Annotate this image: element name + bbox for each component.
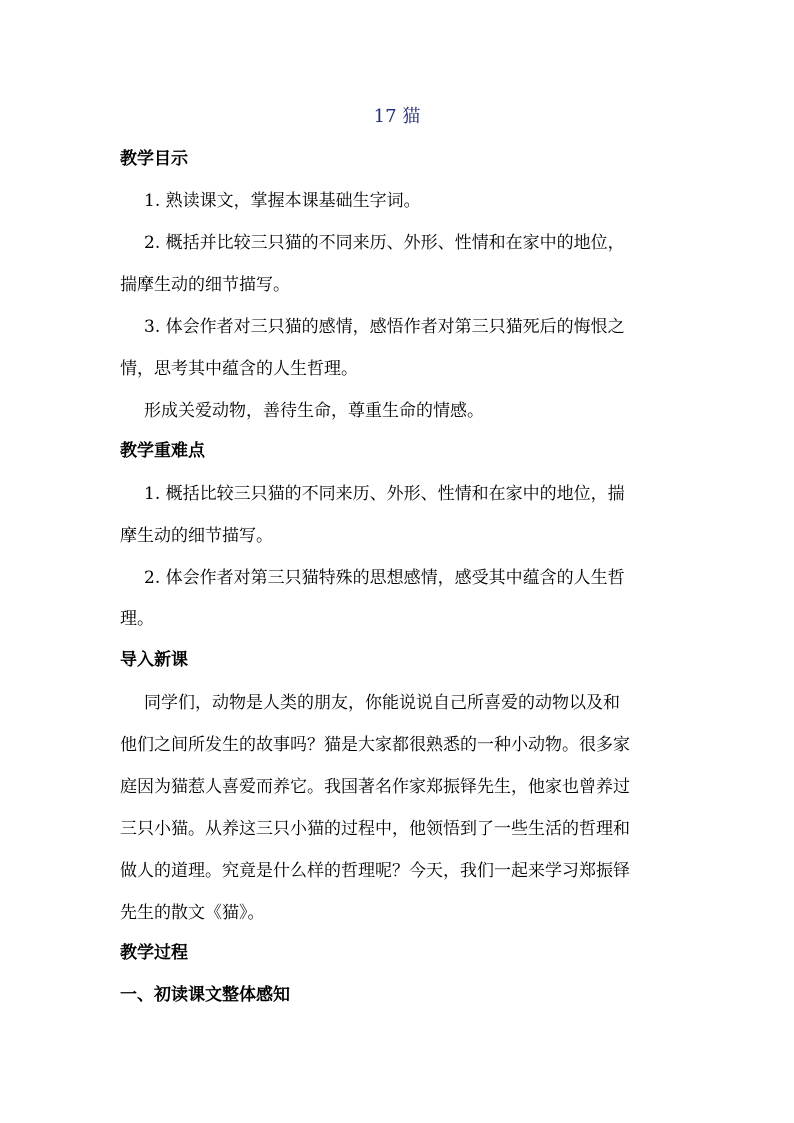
objective-item-2-cont: 揣摩生动的细节描写。: [120, 275, 290, 295]
intro-heading: 导入新课: [120, 650, 188, 670]
objective-item-1: 1. 熟读课文，掌握本课基础生字词。: [144, 191, 421, 211]
objective-item-3-cont: 情，思考其中蕴含的人生哲理。: [120, 359, 358, 379]
intro-line-4: 三只小猫。从养这三只小猫的过程中，他领悟到了一些生活的哲理和: [120, 819, 630, 839]
key-point-item-2: 2. 体会作者对第三只猫特殊的思想感情，感受其中蕴含的人生哲: [144, 568, 625, 588]
intro-line-2: 他们之间所发生的故事吗？猫是大家都很熟悉的一种小动物。很多家: [120, 735, 630, 755]
objective-item-2: 2. 概括并比较三只猫的不同来历、外形、性情和在家中的地位，: [144, 233, 625, 253]
document-title: 17 猫: [373, 106, 421, 127]
key-point-item-2-cont: 理。: [120, 609, 154, 629]
intro-line-5: 做人的道理。究竟是什么样的哲理呢？今天，我们一起来学习郑振铎: [120, 861, 630, 881]
intro-line-3: 庭因为猫惹人喜爱而养它。我国著名作家郑振铎先生，他家也曾养过: [120, 777, 630, 797]
process-subheading: 一、初读课文整体感知: [120, 985, 290, 1005]
objectives-heading: 教学目示: [120, 149, 188, 169]
intro-line-1: 同学们，动物是人类的朋友，你能说说自己所喜爱的动物以及和: [144, 693, 620, 713]
process-heading: 教学过程: [120, 943, 188, 963]
intro-line-6: 先生的散文《猫》。: [120, 903, 265, 923]
key-point-item-1-cont: 摩生动的细节描写。: [120, 526, 273, 546]
objective-item-3: 3. 体会作者对三只猫的感情，感悟作者对第三只猫死后的悔恨之: [144, 317, 625, 337]
key-points-heading: 教学重难点: [120, 441, 205, 461]
key-point-item-1: 1. 概括比较三只猫的不同来历、外形、性情和在家中的地位，揣: [144, 484, 625, 504]
objective-item-4: 形成关爱动物，善待生命，尊重生命的情感。: [144, 401, 484, 421]
